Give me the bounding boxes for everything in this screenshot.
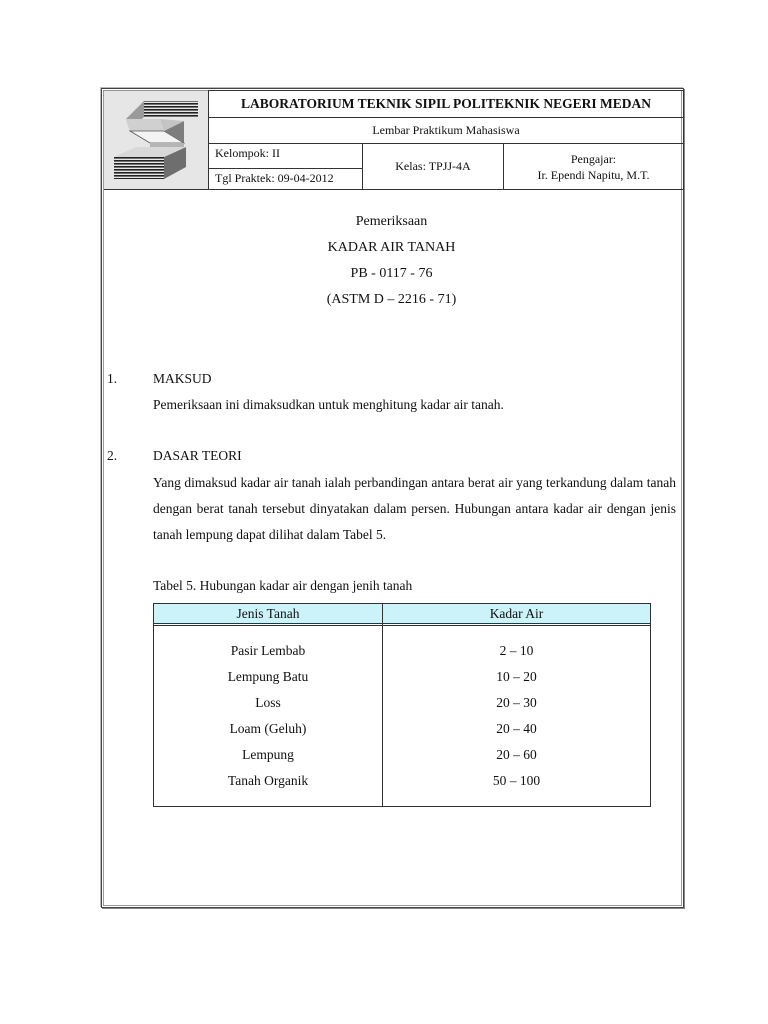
section-2-text: Yang dimaksud kadar air tanah ialah perbandingan antara berat air yang terkandung dalam tanah dengan berat tanah tersebut dinyatakan dalam persen. Hubungan antara kadar air dengan jenis tanah lempung dapat dilihat dalam Tabel 5.: [153, 475, 676, 542]
kelompok-field: Kelompok: II: [208, 143, 363, 169]
section-1-text: Pemeriksaan ini dimaksudkan untuk menghitung kadar air tanah.: [153, 397, 504, 412]
table-row-kadar: 10 – 20: [496, 669, 537, 684]
table-row-kadar: 2 – 10: [499, 643, 534, 658]
kelas-field: Kelas: TPJJ-4A: [362, 143, 504, 190]
institution-title: LABORATORIUM TEKNIK SIPIL POLITEKNIK NEGERI MEDAN: [208, 90, 684, 118]
table-caption: Tabel 5. Hubungan kadar air dengan jenih tanah: [153, 578, 413, 593]
sheet-subtitle: Lembar Praktikum Mahasiswa: [208, 117, 684, 144]
pengajar-label: Pengajar:: [570, 151, 617, 166]
soil-moisture-table: [153, 603, 651, 807]
title-line-3: PB - 0117 - 76: [350, 266, 433, 281]
table-row-jenis: Pasir Lembab: [230, 643, 306, 658]
table-row-kadar: 20 – 60: [496, 747, 537, 762]
section-1-heading: MAKSUD: [153, 371, 212, 386]
table-row-jenis: Loss: [255, 695, 281, 710]
section-2-number: 2.: [107, 448, 118, 463]
title-line-4: (ASTM D – 2216 - 71): [326, 292, 457, 307]
table-row-jenis: Lempung Batu: [227, 669, 309, 684]
section-2-heading: DASAR TEORI: [153, 448, 242, 463]
section-1-number: 1.: [107, 371, 118, 386]
table-row-jenis: Loam (Geluh): [229, 721, 307, 736]
institution-logo: [104, 91, 209, 190]
table-row-kadar: 50 – 100: [492, 773, 541, 788]
pengajar-field: [503, 143, 684, 190]
table-row-jenis: Tanah Organik: [227, 773, 309, 788]
title-line-2: KADAR AIR TANAH: [327, 240, 456, 255]
pengajar-name: Ir. Ependi Napitu, M.T.: [537, 167, 650, 182]
table-header-divider: [154, 625, 650, 626]
title-line-1: Pemeriksaan: [355, 214, 428, 229]
table-row-jenis: Lempung: [242, 747, 294, 762]
tgl-praktek-field: Tgl Praktek: 09-04-2012: [208, 168, 363, 190]
column-header-kadar-air: Kadar Air: [489, 606, 544, 621]
column-header-jenis-tanah: Jenis Tanah: [236, 606, 300, 621]
table-row-kadar: 20 – 30: [496, 695, 537, 710]
table-row-kadar: 20 – 40: [496, 721, 537, 736]
